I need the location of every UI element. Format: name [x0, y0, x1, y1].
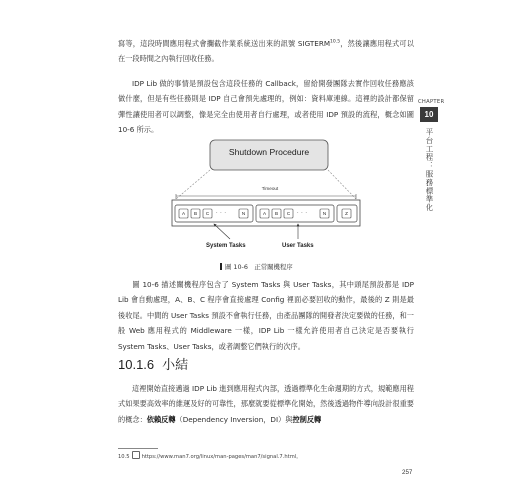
paragraph-4: [118, 381, 414, 427]
footnote: [118, 451, 301, 460]
paragraph-4-text-b: （Dependency Inversion，DI）與: [175, 414, 293, 424]
figure-caption-text: 圖 10-6 正常關機程序: [225, 263, 293, 271]
section-title: 小結: [162, 357, 189, 372]
timeout-label: Timeout: [261, 186, 279, 191]
system-tasks-label: System Tasks: [206, 243, 246, 249]
fan-line-right: [328, 170, 356, 199]
term-inversion-of-control: 控制反轉: [292, 414, 322, 424]
task-dots-right: · · ·: [297, 210, 308, 216]
chapter-label: CHAPTER: [418, 99, 445, 105]
paragraph-2-text: IDP Lib 做的事情是預設包含這段任務的 Callback，留給開發團隊去實作回收任務應該做什麼，但是有些任務則是 IDP 自己會預先處理的，例如：資料庫連線。這裡的設計都保留彈性讓使用者可以調整，像是完全由使用者自行處理，或者使用 IDP 預設的流程，概念如圖 10-6 所示。: [118, 79, 414, 135]
term-dependency-inversion: 依賴反轉: [146, 414, 176, 424]
task-key-right-b: B: [274, 211, 279, 216]
chapter-number: 10: [420, 107, 438, 122]
chapter-side-tab: [418, 99, 445, 212]
page-number: 257: [402, 469, 413, 476]
task-key-right-a: A: [262, 211, 267, 216]
paragraph-1-text-b: ，然後讓應用程式可以在一段時間之內執行回收任務。: [118, 39, 414, 64]
footnote-ref: 10.5: [118, 454, 130, 460]
task-key-right-n: N: [322, 211, 327, 216]
footnote-rule: [118, 448, 158, 449]
paragraph-3-text: 圖 10-6 描述關機程序包含了 System Tasks 與 User Tasks，其中頭尾預設都是 IDP Lib 會自動處理，A、B、C 程序會直接處理 Config 裡面必要回收的動作，最後的 Z 則是最後收尾。中間的 User Tasks 預設不會執行任務，由產品團隊的開發者決定要做的任務，和一般 Web 應用程式的 Middleware 一樣，IDP Lib 一樣允許使用者自己決定是否要執行 System Tasks、User Tasks，或者調整它們執行的次序。: [118, 280, 414, 351]
chapter-title: 平台工程：服務標準化: [425, 128, 434, 212]
task-dots-left: · · ·: [216, 210, 227, 216]
task-key-left-n: N: [241, 211, 246, 216]
shutdown-procedure-diagram: [170, 138, 370, 258]
task-key-left-c: C: [205, 211, 210, 216]
section-number: 10.1.6: [118, 357, 155, 372]
procedure-box-label: Shutdown Procedure: [228, 147, 310, 157]
figure-caption: [220, 262, 293, 271]
fan-line-left: [176, 170, 210, 199]
footnote-reference[interactable]: 10.5: [330, 39, 341, 45]
caption-bar-icon: [220, 263, 222, 270]
task-key-final-z: Z: [345, 211, 348, 216]
footnote-suffix: 。: [296, 454, 302, 460]
user-tasks-label: User Tasks: [282, 243, 314, 249]
link-icon: [132, 451, 140, 459]
task-key-left-b: B: [193, 211, 198, 216]
paragraph-4-text-a: 這裡開始直接邁過 IDP Lib 進到應用程式內部，透過標準化生命週期的方式，規範應用程式如果要高效率的維運及好的可靠性，那麼就要從標準化開始，然後透過物件導向設計很重要的概念：: [118, 384, 414, 424]
paragraph-3: [118, 277, 414, 354]
footnote-url[interactable]: https://www.man7.org/linux/man-pages/man7/signal.7.html: [141, 454, 297, 460]
task-key-left-a: A: [181, 211, 186, 216]
section-heading: [118, 354, 188, 373]
paragraph-1: [118, 36, 414, 67]
task-key-right-c: C: [286, 211, 291, 216]
paragraph-1-text-a: 寫等，這段時間應用程式會攔截作業系統送出來的訊號 SIGTERM: [118, 39, 331, 48]
paragraph-2: [118, 76, 414, 138]
